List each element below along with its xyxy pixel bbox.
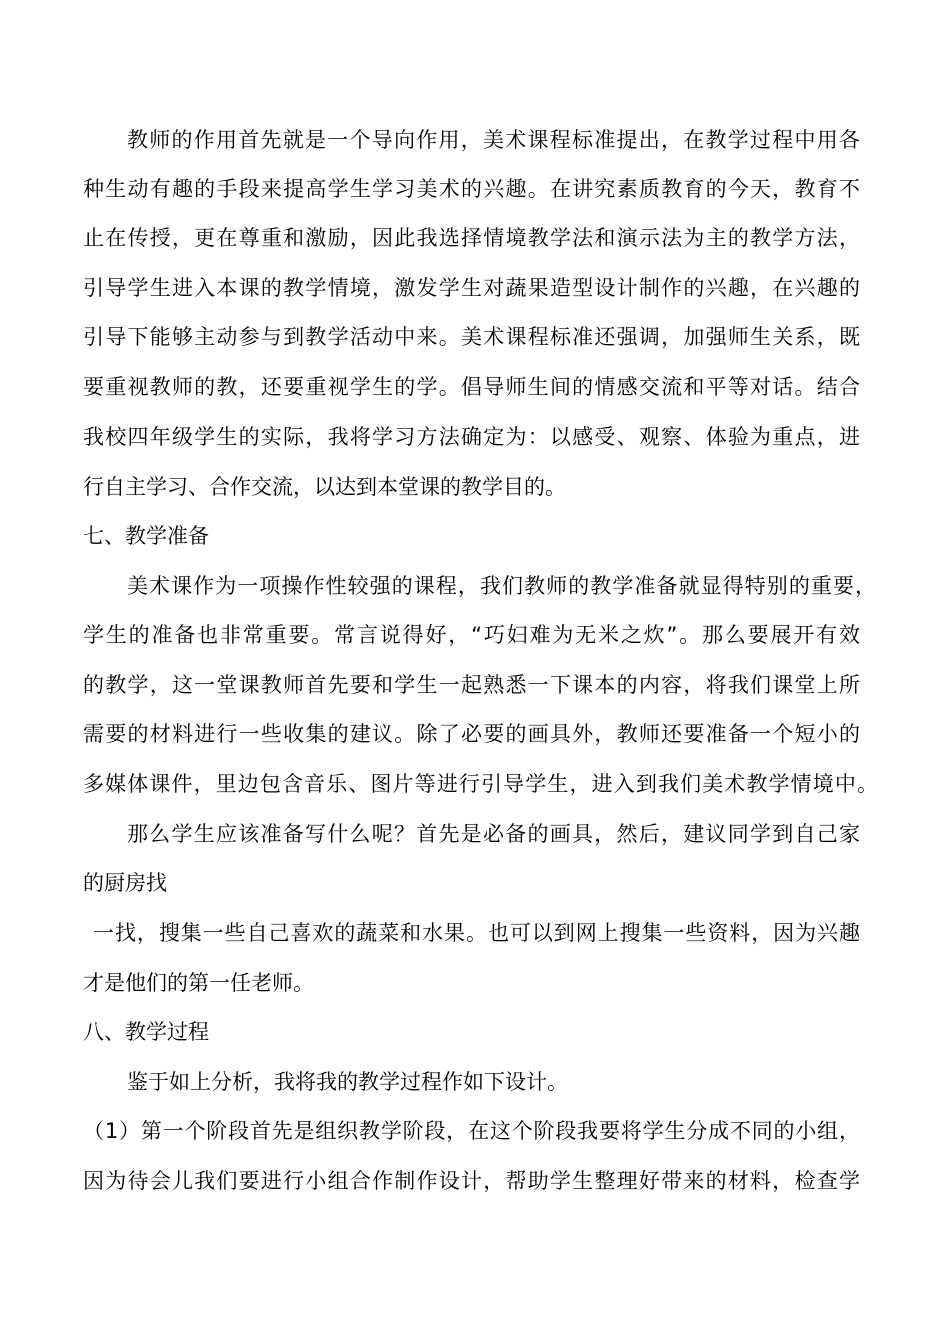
text-line-16: 的厨房找 — [83, 871, 167, 895]
text-line-20: 鉴于如上分析，我将我的教学过程作如下设计。 — [127, 1070, 568, 1094]
text-line-1: 教师的作用首先就是一个导向作用，美术课程标准提出，在教学过程中用各 — [127, 128, 860, 152]
text-line-14: 多媒体课件，里边包含音乐、图片等进行引导学生，进入到我们美术教学情境中。 — [83, 772, 878, 796]
text-line-8: 行自主学习、合作交流，以达到本堂课的教学目的。 — [83, 475, 566, 499]
text-line-2: 种生动有趣的手段来提高学生学习美术的兴趣。在讲究素质教育的今天，教育不 — [83, 177, 860, 201]
text-line-3: 止在传授，更在尊重和激励，因此我选择情境教学法和演示法为主的教学方法， — [83, 226, 860, 250]
text-line-6: 要重视教师的教，还要重视学生的学。倡导师生间的情感交流和平等对话。结合 — [83, 375, 860, 399]
text-line-7: 我校四年级学生的实际，我将学习方法确定为：以感受、观察、体验为重点，进 — [83, 425, 860, 449]
text-line-17: 一找，搜集一些自己喜欢的蔬菜和水果。也可以到网上搜集一些资料，因为兴趣 — [93, 921, 860, 945]
text-line-21: （1）第一个阶段首先是组织教学阶段，在这个阶段我要将学生分成不同的小组， — [83, 1119, 860, 1143]
section-heading-7: 七、教学准备 — [83, 524, 209, 548]
text-line-22: 因为待会儿我们要进行小组合作制作设计，帮助学生整理好带来的材料，检查学 — [83, 1169, 860, 1193]
text-line-5: 引导下能够主动参与到教学活动中来。美术课程标准还强调，加强师生关系，既 — [83, 325, 860, 349]
text-line-15: 那么学生应该准备写什么呢？首先是必备的画具，然后，建议同学到自己家 — [127, 822, 860, 846]
text-line-10: 美术课作为一项操作性较强的课程，我们教师的教学准备就显得特别的重要， — [127, 574, 876, 598]
text-line-12: 的教学，这一堂课教师首先要和学生一起熟悉一下课本的内容，将我们课堂上所 — [83, 673, 860, 697]
text-line-4: 引导学生进入本课的教学情境，激发学生对蔬果造型设计制作的兴趣，在兴趣的 — [83, 276, 860, 300]
text-line-13: 需要的材料进行一些收集的建议。除了必要的画具外，教师还要准备一个短小的 — [83, 722, 860, 746]
text-line-11: 学生的准备也非常重要。常言说得好，“巧妇难为无米之炊”。那么要展开有效 — [83, 623, 860, 647]
text-line-18: 才是他们的第一任老师。 — [83, 971, 314, 995]
section-heading-8: 八、教学过程 — [83, 1020, 209, 1044]
